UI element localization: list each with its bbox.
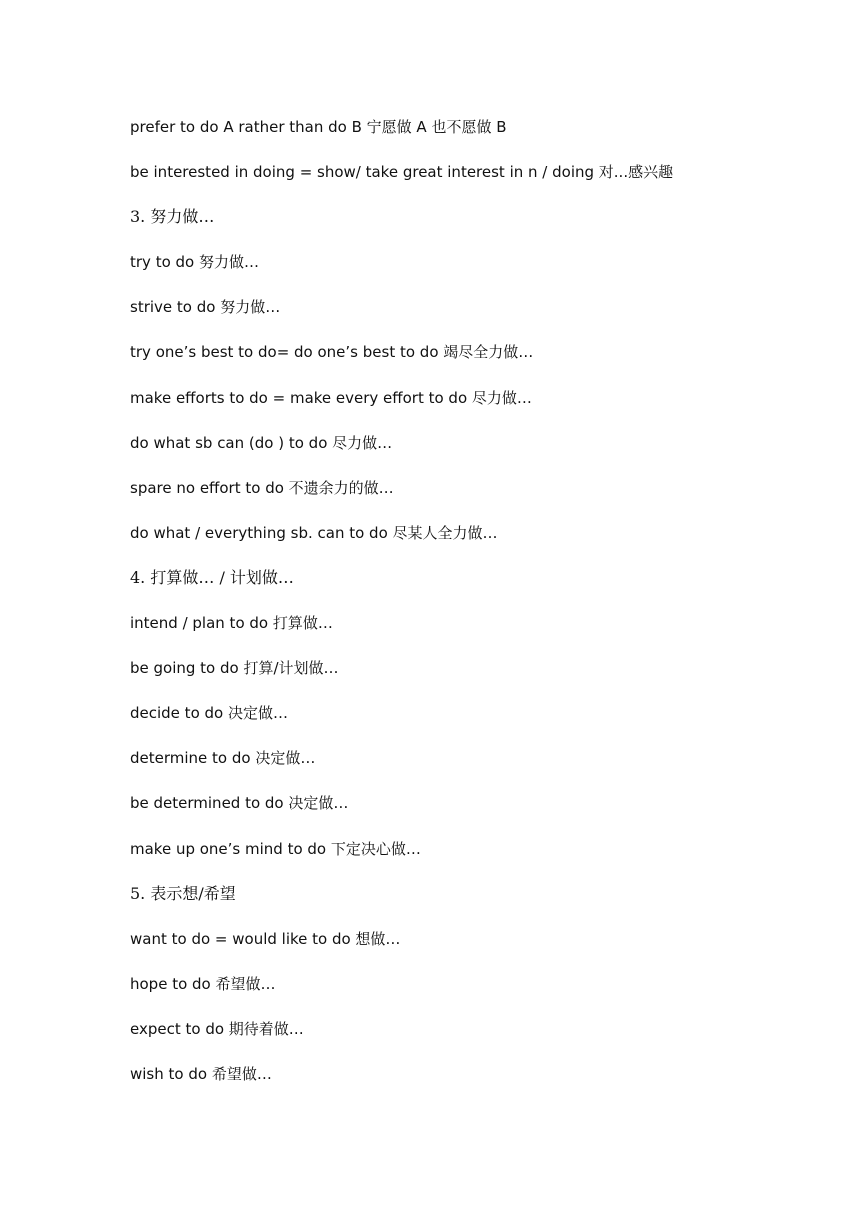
phrase-line: be determined to do 决定做… <box>130 794 349 813</box>
phrase-line: make efforts to do = make every effort to do 尽力做… <box>130 388 532 407</box>
phrase-line: spare no effort to do 不遗余力的做… <box>130 478 394 497</box>
phrase-line: do what sb can (do ) to do 尽力做… <box>130 433 393 452</box>
phrase-line: want to do = would like to do 想做… <box>130 929 401 948</box>
phrase-list <box>130 112 820 1104</box>
phrase-line: do what / everything sb. can to do 尽某人全力做… <box>130 523 498 542</box>
phrase-line: strive to do 努力做… <box>130 298 281 317</box>
phrase-line: try to do 努力做… <box>130 253 259 272</box>
section-heading: 5. 表示想/希望 <box>130 883 236 903</box>
phrase-line: prefer to do A rather than do B 宁愿做 A 也不愿做 B <box>130 118 507 136</box>
section-heading: 3. 努力做… <box>130 207 215 227</box>
phrase-line: be interested in doing = show/ take great interest in n / doing 对...感兴趣 <box>130 163 674 182</box>
phrase-line: try one’s best to do= do one’s best to do 竭尽全力做… <box>130 343 534 362</box>
phrase-line: expect to do 期待着做… <box>130 1019 304 1038</box>
phrase-line: intend / plan to do 打算做… <box>130 614 333 633</box>
phrase-line: decide to do 决定做… <box>130 704 288 723</box>
phrase-line: wish to do 希望做… <box>130 1064 272 1083</box>
phrase-line: determine to do 决定做… <box>130 749 316 768</box>
phrase-line: make up one’s mind to do 下定决心做… <box>130 839 421 858</box>
phrase-line: hope to do 希望做… <box>130 974 276 993</box>
section-heading: 4. 打算做… / 计划做… <box>130 567 294 587</box>
phrase-line: be going to do 打算/计划做… <box>130 659 339 678</box>
